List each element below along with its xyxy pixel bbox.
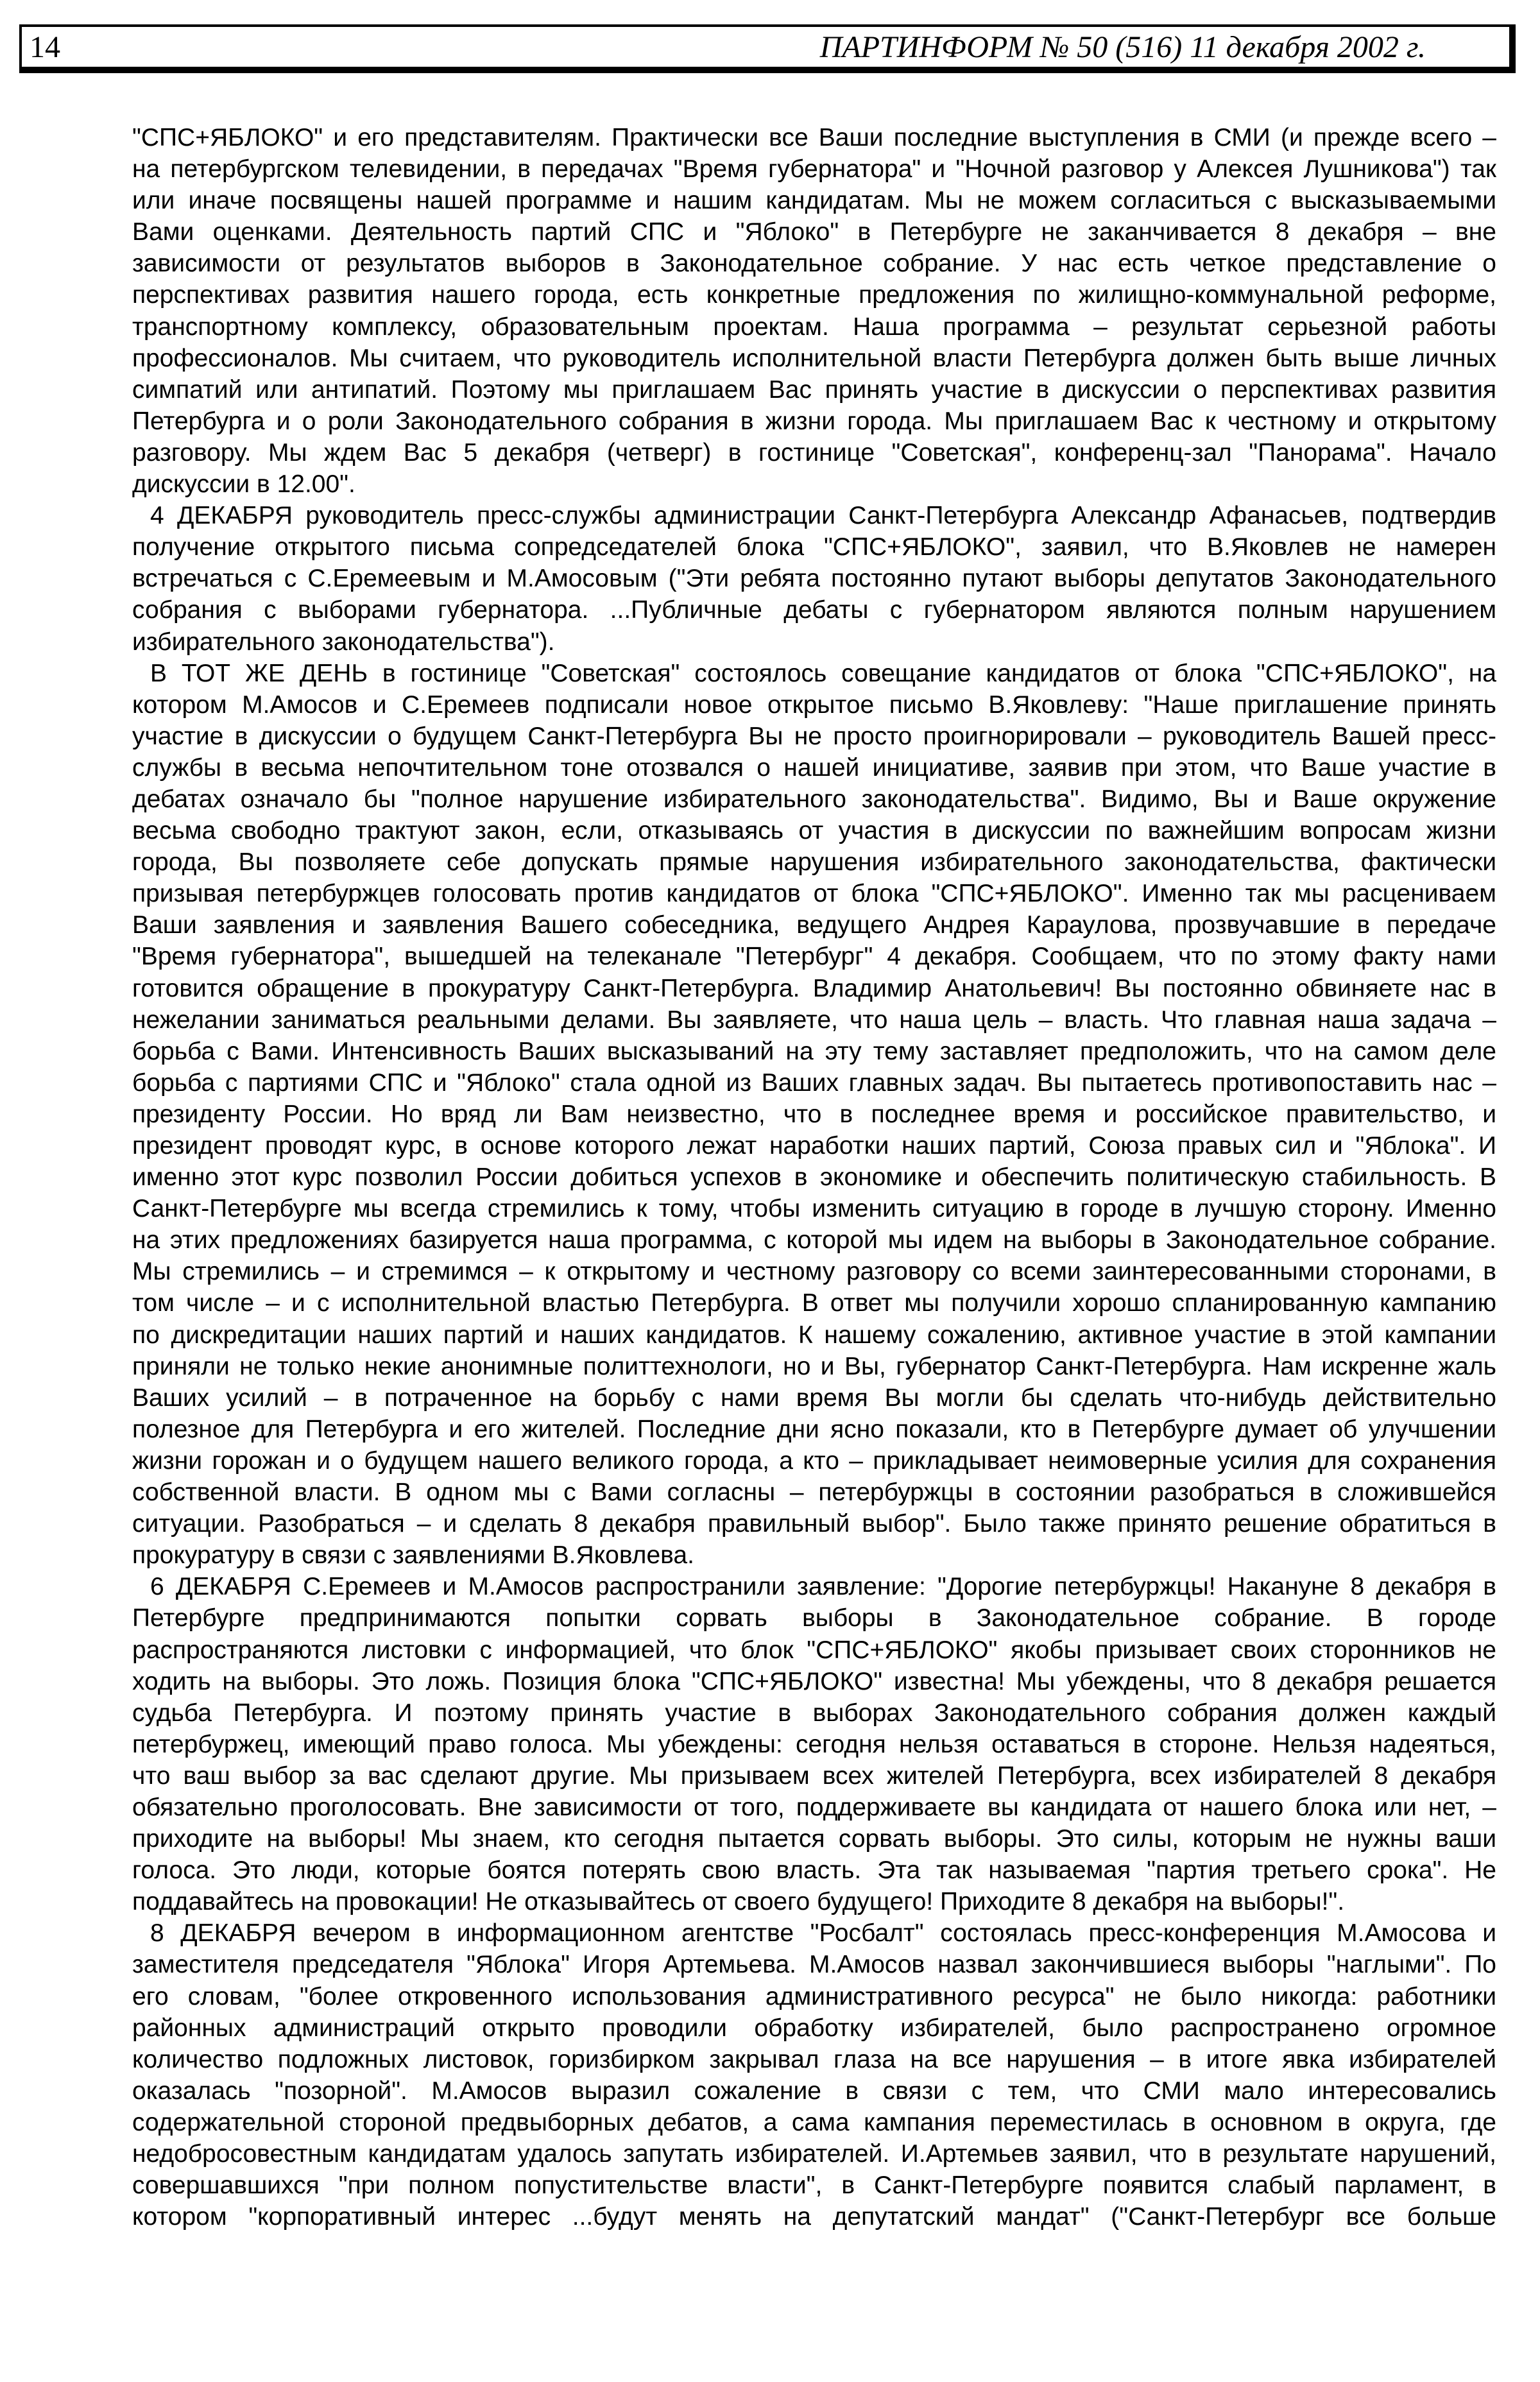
text-line: петербуржец, имеющий право голоса. Мы убеждены: сегодня нельзя оставаться в стороне. Нельзя надеяться, — [132, 1730, 1496, 1758]
text-line: дебатах означало бы "полное нарушение избирательного законодательства". Видимо, Вы и Ваше окружение — [132, 785, 1496, 813]
paragraph — [132, 500, 1496, 657]
text-line: голоса. Это люди, которые боятся потерять свою власть. Эта так называемая "партия третьего срока". Не — [132, 1856, 1496, 1885]
text-line: совершавшихся "при полном попустительстве власти", в Санкт-Петербурге появится слабый парламент, в — [132, 2172, 1496, 2200]
paragraph — [132, 1917, 1496, 2232]
text-line: президенту России. Но вряд ли Вам неизвестно, что в последнее время и российское правительство, и — [132, 1100, 1496, 1128]
text-line: приняли не только некие анонимные политтехнологи, но и Вы, губернатор Санкт-Петербурга. Нам искренне жаль — [132, 1352, 1496, 1380]
text-line: перспективах развития нашего города, есть конкретные предложения по жилищно-коммунальной реформе, — [132, 281, 1496, 309]
text-line: районных администраций открыто проводили обработку избирателей, было распространено огромное — [132, 2014, 1496, 2042]
text-line: президент проводят курс, в основе которого лежат наработки наших партий, Союза правых сил и "Яблока". И — [132, 1132, 1496, 1160]
text-line: профессионалов. Мы считаем, что руководитель исполнительной власти Петербурга должен быть выше личных — [132, 344, 1496, 372]
issue-title: ПАРТИНФОРМ № 50 (516) 11 декабря 2002 г. — [819, 30, 1426, 64]
text-line: ходить на выборы. Это ложь. Позиция блока "СПС+ЯБЛОКО" известна! Мы убеждены, что 8 декабря решается — [132, 1667, 1496, 1695]
text-line: симпатий или антипатий. Поэтому мы приглашаем Вас принять участие в дискуссии о перспективах развития — [132, 375, 1496, 404]
text-line: по дискредитации наших партий и наших кандидатов. К нашему сожалению, активное участие в этой кампании — [132, 1321, 1496, 1349]
paragraph — [132, 658, 1496, 1572]
text-line: Петербурге предпринимаются попытки сорвать выборы в Законодательное собрание. В городе — [132, 1604, 1496, 1632]
text-line: "СПС+ЯБЛОКО" и его представителям. Практически все Ваши последние выступления в СМИ (и прежде всего – — [132, 124, 1496, 151]
text-line: Вами оценками. Деятельность партий СПС и "Яблоко" в Петербурге не заканчивается 8 декабря – вне — [132, 218, 1496, 246]
text-line: борьба с партиями СПС и "Яблоко" стала одной из Ваших главных задач. Вы пытаетесь противопоставить нас – — [132, 1068, 1496, 1097]
text-line: Ваших усилий – в потраченное на борьбу с нами время Вы могли бы сделать что-нибудь действительно — [132, 1384, 1496, 1412]
text-line: судьба Петербурга. И поэтому принять участие в выборах Законодательного собрания должен каждый — [132, 1699, 1496, 1727]
paragraph — [132, 122, 1496, 500]
text-line: жизни горожан и о будущем нашего великого города, а кто – прикладывает неимоверные усилия для сохранения — [132, 1446, 1496, 1475]
text-line: его словам, "более откровенного использования административного ресурса" не было никогда: работники — [132, 1982, 1496, 2010]
text-line: готовится обращение в прокуратуру Санкт-Петербурга. Владимир Анатольевич! Вы постоянно обвиняете нас в — [132, 974, 1496, 1002]
page-header — [19, 24, 1516, 73]
text-line: "Время губернатора", вышедшей на телеканале "Петербург" 4 декабря. Сообщаем, что по этому факту нами — [132, 943, 1496, 971]
page-number: 14 — [30, 30, 60, 64]
text-line: 8 ДЕКАБРЯ вечером в информационном агентстве "Росбалт" состоялась пресс-конференция М.Амосова и — [150, 1919, 1496, 1948]
text-line: призывая петербуржцев голосовать против кандидатов от блока "СПС+ЯБЛОКО". Именно так мы расцениваем — [132, 880, 1496, 908]
text-line: котором М.Амосов и С.Еремеев подписали новое открытое письмо В.Яковлеву: "Наше приглашение принять — [132, 690, 1496, 719]
text-line: количество подложных листовок, горизбирком закрывал глаза на все нарушения – в итоге явка избирателей — [132, 2045, 1496, 2073]
text-line: дискуссии в 12.00". — [132, 470, 355, 499]
text-line: города, Вы позволяете себе допускать прямые нарушения избирательного законодательства, фактически — [132, 848, 1496, 877]
text-line: приходите на выборы! Мы знаем, кто сегодня пытается сорвать выборы. Это силы, которым не нужны ваши — [132, 1825, 1496, 1853]
text-line: В ТОТ ЖЕ ДЕНЬ в гостинице "Советская" состоялось совещание кандидатов от блока "СПС+ЯБЛОКО", на — [150, 659, 1496, 687]
text-line: распространяются листовки с информацией, что блок "СПС+ЯБЛОКО" якобы призывает своих сторонников не — [132, 1636, 1496, 1664]
text-line: заместителя председателя "Яблока" Игоря Артемьева. М.Амосов назвал закончившиеся выборы "наглыми". По — [132, 1951, 1496, 1979]
text-line: борьба с Вами. Интенсивность Ваших высказываний на эту тему заставляет предположить, что на самом деле — [132, 1037, 1496, 1065]
paragraph — [132, 1571, 1496, 1917]
text-line: зависимости от результатов выборов в Законодательное собрание. У нас есть четкое представление о — [132, 250, 1496, 278]
text-line: разговору. Мы ждем Вас 5 декабря (четверг) в гостинице "Советская", конференц-зал "Панорама". Начало — [132, 438, 1496, 467]
text-line: котором "корпоративный интерес ...будут менять на депутатский мандат" ("Санкт-Петербург все больше — [132, 2203, 1496, 2231]
text-line: прокуратуру в связи с заявлениями В.Яковлева. — [132, 1541, 694, 1570]
text-line: Мы стремились – и стремимся – к открытому и честному разговору со всеми заинтересованными сторонами, в — [132, 1258, 1496, 1286]
text-line: том числе – и с исполнительной властью Петербурга. В ответ мы получили хорошо спланированную кампанию — [132, 1289, 1496, 1317]
text-line: весьма свободно трактуют закон, если, отказываясь от участия в дискуссии по важнейшим вопросам жизни — [132, 817, 1496, 845]
text-line: на этих предложениях базируется наша программа, с которой мы идем на выборы в Законодательное собрание. — [132, 1226, 1496, 1255]
text-line: содержательной стороной предвыборных дебатов, а сама кампания переместилась в основном в округа, где — [132, 2108, 1496, 2136]
text-line: нежелании заниматься реальными делами. Вы заявляете, что наша цель – власть. Что главная наша задача – — [132, 1006, 1496, 1034]
text-line: оказалась "позорной". М.Амосов выразил сожаление в связи с тем, что СМИ мало интересовались — [132, 2077, 1496, 2105]
text-line: полезное для Петербурга и его жителей. Последние дни ясно показали, кто в Петербурге думает об улучшении — [132, 1415, 1496, 1443]
text-line: что ваш выбор за вас сделают другие. Мы призываем всех жителей Петербурга, всех избирателей 8 декабря — [132, 1761, 1496, 1790]
text-line: именно этот курс позволил России добиться успехов в экономике и обеспечить политическую стабильность. В — [132, 1163, 1496, 1192]
text-line: участие в дискуссии о будущем Санкт-Петербурга Вы не просто проигнорировали – руководитель Вашей пресс- — [132, 722, 1496, 750]
text-line: собрания с выборами губернатора. ...Публичные дебаты с губернатором являются полным нарушением — [132, 596, 1496, 624]
text-line: транспортному комплексу, образовательным проектам. Наша программа – результат серьезной работы — [132, 313, 1496, 341]
text-line: получение открытого письма сопредседателей блока "СПС+ЯБЛОКО", заявил, что В.Яковлев не намерен — [132, 533, 1496, 561]
text-line: обязательно проголосовать. Вне зависимости от того, поддерживаете вы кандидата от нашего блока или нет, – — [132, 1793, 1496, 1821]
text-line: Санкт-Петербурге мы всегда стремились к тому, чтобы изменить ситуацию в городе в лучшую сторону. Именно — [132, 1195, 1496, 1223]
text-line: на петербургском телевидении, в передачах "Время губернатора" и "Ночной разговор у Алексея Лушникова") так — [132, 155, 1496, 184]
text-line: поддавайтесь на провокации! Не отказывайтесь от своего будущего! Приходите 8 декабря на выборы!". — [132, 1888, 1345, 1916]
text-line: 6 ДЕКАБРЯ С.Еремеев и М.Амосов распространили заявление: "Дорогие петербуржцы! Накануне 8 декабря в — [150, 1573, 1496, 1601]
text-line: Ваши заявления и заявления Вашего собеседника, ведущего Андрея Караулова, прозвучавшие в передаче — [132, 911, 1496, 939]
text-line: 4 ДЕКАБРЯ руководитель пресс-службы администрации Санкт-Петербурга Александр Афанасьев, подтвердив — [150, 502, 1496, 530]
text-line: встречаться с С.Еремеевым и М.Амосовым ("Эти ребята постоянно путают выборы депутатов Законодательного — [132, 565, 1496, 593]
text-line: недобросовестным кандидатам удалось запутать избирателей. И.Артемьев заявил, что в результате нарушений, — [132, 2140, 1496, 2168]
text-line: или иначе посвящены нашей программе и нашим кандидатам. Мы не можем согласиться с высказываемыми — [132, 187, 1496, 215]
text-line: ситуации. Разобраться – и сделать 8 декабря правильный выбор". Было также принято решение обратиться в — [132, 1510, 1496, 1538]
text-line: собственной власти. В одном мы с Вами согласны – петербуржцы в состоянии разобраться в сложившейся — [132, 1478, 1496, 1507]
text-line: Петербурга и о роли Законодательного собрания в жизни города. Мы приглашаем Вас к честному и открытому — [132, 407, 1496, 435]
text-line: службы в весьма непочтительном тоне отозвался о нашей инициативе, заявив при этом, что Ваше участие в — [132, 753, 1496, 782]
article-body — [132, 122, 1496, 2232]
text-line: избирательного законодательства"). — [132, 628, 555, 656]
